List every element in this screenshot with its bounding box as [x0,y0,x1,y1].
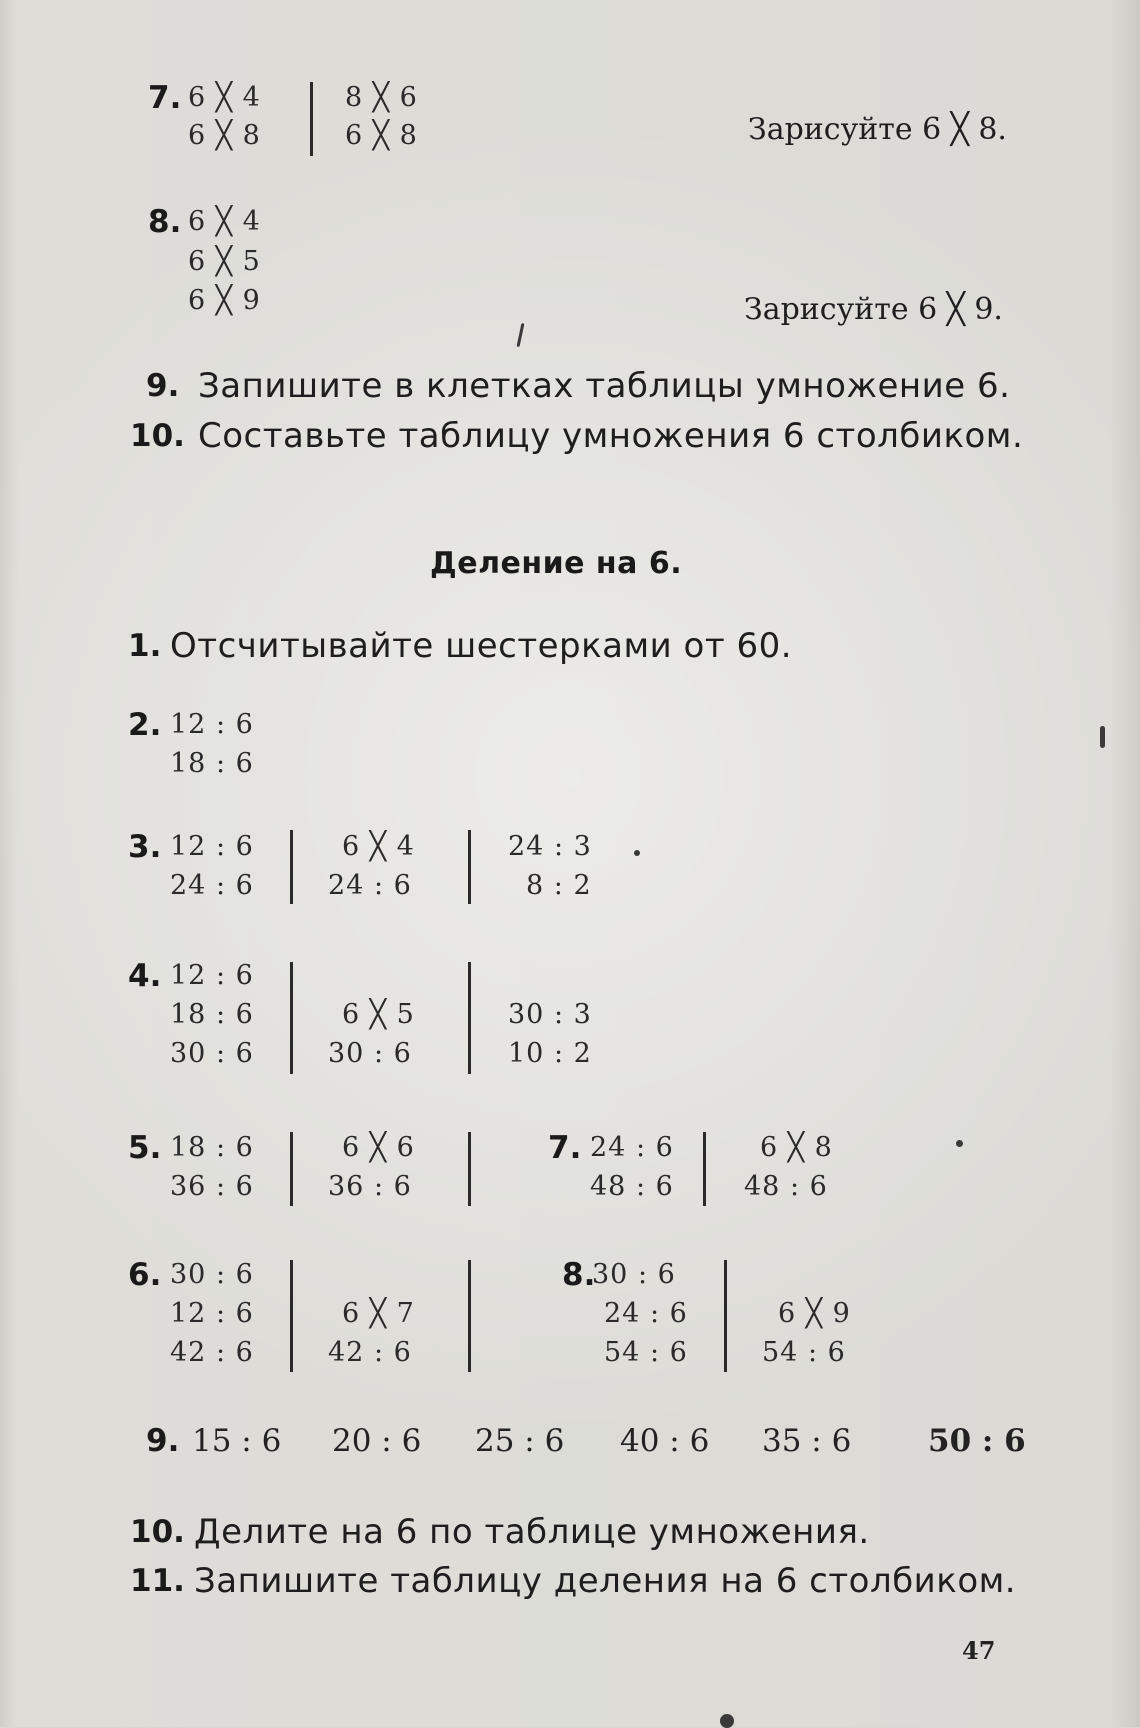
div-ex7-col2-line1: 6 ╳ 8 [760,1132,833,1163]
div-ex8-col2-line1: 6 ╳ 9 [778,1298,851,1329]
div-ex3-col1-line1: 12 : 6 [170,831,254,862]
div-ex7-col2-line2: 48 : 6 [744,1171,828,1202]
div-ex4-col1-line1: 12 : 6 [170,960,254,991]
div-ex5-col2-line1: 6 ╳ 6 [342,1132,415,1163]
column-divider [290,1132,293,1206]
top-ex7-col2-line1: 8 ╳ 6 [345,82,418,113]
div-ex9-item: 15 : 6 [192,1423,282,1459]
div-ex9-item: 20 : 6 [332,1423,422,1459]
print-speck [517,323,525,347]
div-ex3-col3-line1: 24 : 3 [508,831,592,862]
top-ex9-text: Запишите в клетках таблицы умножение 6. [198,366,1011,406]
top-ex7-col1-line2: 6 ╳ 8 [188,120,261,151]
column-divider [310,82,313,156]
top-exercise-7-number: 7. [148,80,182,116]
top-ex8-line2: 6 ╳ 5 [188,246,261,277]
div-exercise-6-number: 6. [128,1257,162,1293]
div-ex9-item: 40 : 6 [620,1423,710,1459]
div-ex6-col1-line1: 30 : 6 [170,1259,254,1290]
div-ex2-line2: 18 : 6 [170,748,254,779]
column-divider [290,962,293,1074]
top-ex10-text: Составьте таблицу умножения 6 столбиком. [198,416,1024,456]
div-ex7-col1-line1: 24 : 6 [590,1132,674,1163]
div-exercise-3-number: 3. [128,829,162,865]
column-divider [468,830,471,904]
div-ex5-col1-line1: 18 : 6 [170,1132,254,1163]
div-exercise-5-number: 5. [128,1130,162,1166]
column-divider [703,1132,706,1206]
div-ex3-col2-line2: 24 : 6 [328,870,412,901]
div-ex4-col2-line2: 30 : 6 [328,1038,412,1069]
div-exercise-2-number: 2. [128,707,162,743]
print-speck [720,1714,734,1728]
div-ex6-col2-line2: 42 : 6 [328,1337,412,1368]
div-ex5-col1-line2: 36 : 6 [170,1171,254,1202]
div-ex4-col3-line1: 30 : 3 [508,999,592,1030]
print-speck [1100,726,1105,748]
div-exercise-9-number: 9. [146,1423,180,1459]
column-divider [724,1260,727,1372]
div-ex9-item: 50 : 6 [928,1423,1026,1459]
top-ex7-col2-line2: 6 ╳ 8 [345,120,418,151]
top-ex7-col1-line1: 6 ╳ 4 [188,82,261,113]
div-exercise-10-number: 10. [130,1514,185,1550]
div-ex6-col1-line2: 12 : 6 [170,1298,254,1329]
div-ex4-col1-line3: 30 : 6 [170,1038,254,1069]
div-ex8-col1-line1: 30 : 6 [592,1259,676,1290]
div-ex4-col2-line1: 6 ╳ 5 [342,999,415,1030]
div-ex6-col1-line3: 42 : 6 [170,1337,254,1368]
div-ex11-text: Запишите таблицу деления на 6 столбиком. [194,1561,1017,1601]
div-exercise-11-number: 11. [130,1563,185,1599]
div-ex2-line1: 12 : 6 [170,709,254,740]
div-exercise-1-number: 1. [128,628,162,664]
div-ex4-col1-line2: 18 : 6 [170,999,254,1030]
div-ex3-col1-line2: 24 : 6 [170,870,254,901]
page-number: 47 [962,1636,996,1665]
column-divider [468,962,471,1074]
top-exercise-9-number: 9. [146,368,180,404]
div-ex9-item: 25 : 6 [475,1423,565,1459]
div-ex6-col2-line1: 6 ╳ 7 [342,1298,415,1329]
column-divider [290,830,293,904]
top-ex8-line1: 6 ╳ 4 [188,206,261,237]
div-ex4-col3-line2: 10 : 2 [508,1038,592,1069]
column-divider [468,1260,471,1372]
div-ex8-col1-line3: 54 : 6 [604,1337,688,1368]
top-exercise-8-number: 8. [148,204,182,240]
print-speck [634,850,640,856]
div-ex9-item: 35 : 6 [762,1423,852,1459]
div-ex10-text: Делите на 6 по таблице умножения. [194,1512,870,1552]
div-exercise-4-number: 4. [128,958,162,994]
div-exercise-7-number: 7. [548,1130,582,1166]
section-heading: Деление на 6. [430,546,683,581]
div-ex3-col3-line2: 8 : 2 [526,870,592,901]
column-divider [290,1260,293,1372]
top-ex8-line3: 6 ╳ 9 [188,285,261,316]
top-ex8-note: Зарисуйте 6 ╳ 9. [744,292,1003,327]
div-ex8-col1-line2: 24 : 6 [604,1298,688,1329]
div-ex1-text: Отсчитывайте шестерками от 60. [170,626,793,666]
column-divider [468,1132,471,1206]
div-ex7-col1-line2: 48 : 6 [590,1171,674,1202]
div-ex3-col2-line1: 6 ╳ 4 [342,831,415,862]
div-exercise-8-number: 8. [562,1257,596,1293]
div-ex5-col2-line2: 36 : 6 [328,1171,412,1202]
top-ex7-note: Зарисуйте 6 ╳ 8. [748,112,1007,147]
top-exercise-10-number: 10. [130,418,185,454]
div-ex8-col2-line2: 54 : 6 [762,1337,846,1368]
print-speck [956,1140,963,1147]
